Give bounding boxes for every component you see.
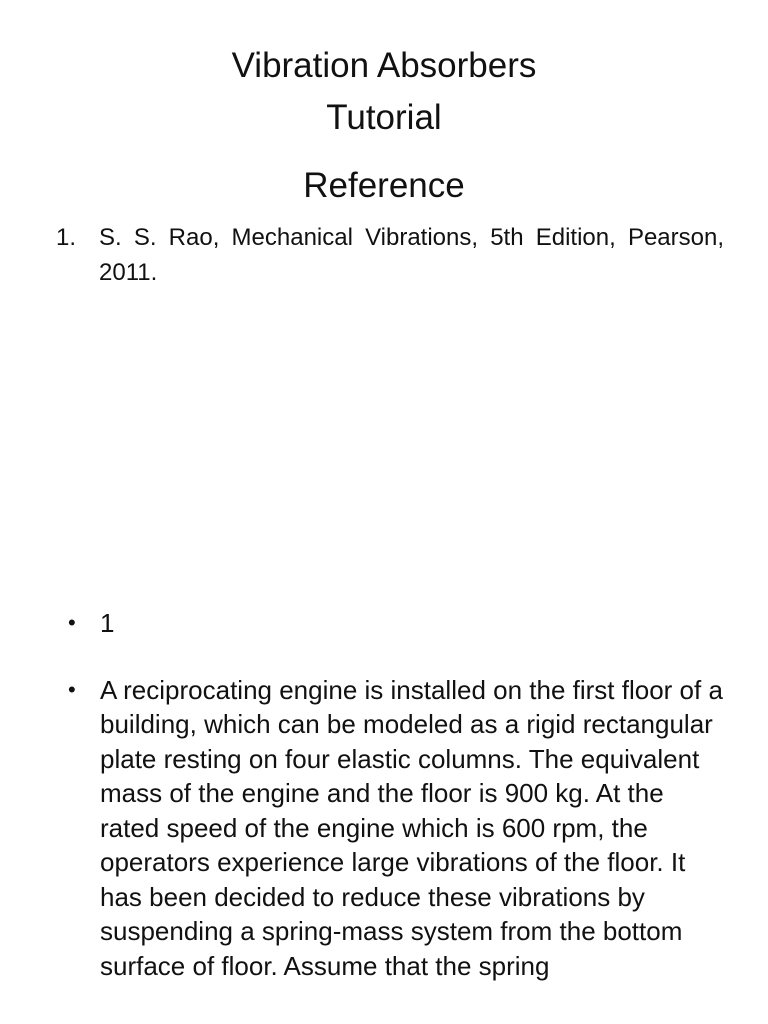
bullet-item-problem-statement: [68, 673, 728, 984]
reference-number: 1.: [56, 224, 77, 251]
reference-item: [56, 220, 724, 290]
problem-statement: A reciprocating engine is installed on the first floor of a building, which can be modeled as a rigid rectangular plate resting on four elastic columns. The equivalent mass of the engine and the floor is 900 kg. At the rated speed of the engine which is 600 rpm, the operators experience large vibrations of the floor. It has been decided to reduce these vibrations by suspending a spring-mass system from the bottom surface of floor. Assume that the spring: [100, 674, 723, 981]
slide-title: [0, 40, 768, 144]
problem-slide: [0, 560, 768, 1024]
reference-heading: Reference: [303, 166, 465, 205]
title-line-1: Vibration Absorbers: [231, 46, 537, 85]
problem-number: 1: [100, 608, 115, 638]
bullet-item-problem-number: [68, 606, 728, 641]
title-line-2: Tutorial: [326, 98, 442, 137]
reference-list: [56, 220, 724, 290]
reference-text: S. S. Rao, Mechanical Vibrations, 5th Edition, Pearson, 2011.: [99, 224, 724, 286]
bullet-list: [68, 606, 728, 983]
bullet-icon: •: [68, 676, 76, 702]
bullet-icon: •: [68, 610, 76, 635]
